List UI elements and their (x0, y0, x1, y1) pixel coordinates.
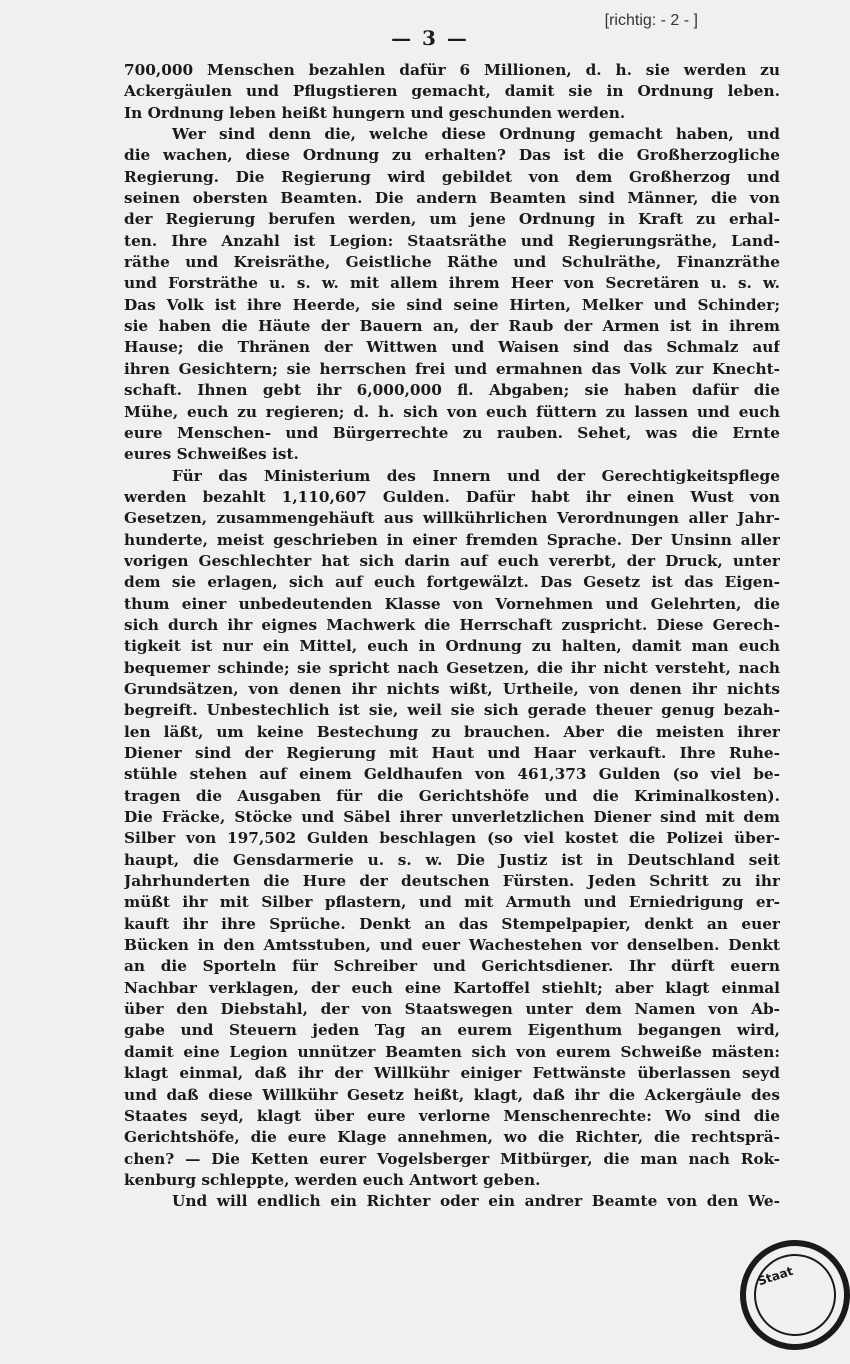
text-line: Regierung. Die Regierung wird gebildet von dem Großherzog und (124, 167, 780, 186)
text-line: thum einer unbedeutenden Klasse von Vornehmen und Gelehrten, die (124, 594, 780, 613)
text-line: hunderte, meist geschrieben in einer fremden Sprache. Der Unsinn aller (124, 530, 780, 549)
text-line: Diener sind der Regierung mit Haut und Haar verkauft. Ihre Ruhe- (124, 744, 780, 762)
text-line: Silber von 197,502 Gulden beschlagen (so viel kostet die Polizei über- (124, 829, 780, 848)
text-line: In Ordnung leben heißt hungern und geschunden werden. (124, 103, 626, 122)
text-line: müßt ihr mit Silber pflastern, und mit Armuth und Erniedrigung er- (124, 893, 780, 912)
text-line: räthe und Kreisräthe, Geistliche Räthe und Schulräthe, Finanzräthe (124, 253, 780, 272)
text-line: Mühe, euch zu regieren; d. h. sich von euch füttern zu lassen und euch (124, 402, 780, 421)
text-line: Die Fräcke, Stöcke und Säbel ihrer unverletzlichen Diener sind mit dem (124, 808, 780, 827)
text-line: Jahrhunderten die Hure der deutschen Fürsten. Jeden Schritt zu ihr (124, 872, 780, 891)
text-line: tigkeit ist nur ein Mittel, euch in Ordnung zu halten, damit man euch (124, 637, 780, 656)
text-line: Grundsätzen, von denen ihr nichts wißt, Urtheile, von denen ihr nichts (124, 679, 780, 698)
text-line: der Regierung berufen werden, um jene Ordnung in Kraft zu erhal- (124, 210, 780, 229)
text-line: Hause; die Thränen der Wittwen und Waisen sind das Schmalz auf (124, 338, 780, 357)
text-line: stühle stehen auf einem Geldhaufen von 461,373 Gulden (so viel be- (124, 765, 780, 784)
text-line: an die Sporteln für Schreiber und Gerichtsdiener. Ihr dürft euern (124, 957, 780, 976)
text-line: werden bezahlt 1,110,607 Gulden. Dafür habt ihr einen Wust von (124, 487, 780, 506)
library-stamp (726, 1226, 850, 1364)
text-line: vorigen Geschlechter hat sich darin auf euch vererbt, der Druck, unter (124, 551, 780, 570)
text-line: eures Schweißes ist. (124, 445, 299, 464)
text-line: kauft ihr ihre Sprüche. Denkt an das Stempelpapier, denkt an euer (124, 914, 780, 933)
text-line: 700,000 Menschen bezahlen dafür 6 Millionen, d. h. sie werden zu (124, 61, 780, 79)
text-line: tragen die Ausgaben für die Gerichtshöfe und die Kriminalkosten). (124, 786, 780, 805)
text-line: ten. Ihre Anzahl ist Legion: Staatsräthe und Regierungsräthe, Land- (124, 231, 780, 250)
text-line: und Forsträthe u. s. w. mit allem ihrem Heer von Secretären u. s. w. (124, 274, 780, 293)
page-correction-annotation: [richtig: - 2 - ] (604, 12, 698, 29)
stamp-inner-ring (743, 1243, 846, 1346)
text-line: Bücken in den Amtsstuben, und euer Wachestehen vor denselben. Denkt (124, 936, 780, 955)
text-line: bequemer schinde; sie spricht nach Gesetzen, die ihr nicht versteht, nach (124, 658, 780, 677)
text-line: Für das Ministerium des Innern und der Gerechtigkeitspflege (172, 466, 780, 485)
text-line: Ackergäulen und Pflugstieren gemacht, damit sie in Ordnung leben. (124, 82, 780, 101)
text-line: kenburg schleppte, werden euch Antwort geben. (124, 1170, 541, 1189)
text-line: Staates seyd, klagt über eure verlorne Menschenrechte: Wo sind die (124, 1106, 780, 1125)
text-line: len läßt, um keine Bestechung zu brauchen. Aber die meisten ihrer (124, 722, 780, 741)
body-text (124, 60, 780, 1213)
text-line: Wer sind denn die, welche diese Ordnung gemacht haben, und (172, 125, 780, 144)
text-line: Nachbar verklagen, der euch eine Kartoffel stiehlt; aber klagt einmal (124, 978, 780, 997)
text-line: Das Volk ist ihre Heerde, sie sind seine Hirten, Melker und Schinder; (124, 295, 780, 314)
text-line: sich durch ihr eignes Machwerk die Herrschaft zuspricht. Diese Gerech- (124, 615, 780, 634)
text-line: chen? — Die Ketten eurer Vogelsberger Mitbürger, die man nach Rok- (124, 1149, 780, 1168)
text-line: eure Menschen- und Bürgerrechte zu rauben. Sehet, was die Ernte (124, 423, 780, 442)
text-line: begreift. Unbestechlich ist sie, weil sie sich gerade theuer genug bezah- (124, 701, 780, 720)
text-line: gabe und Steuern jeden Tag an eurem Eigenthum begangen wird, (124, 1021, 780, 1040)
text-line: Gerichtshöfe, die eure Klage annehmen, wo die Richter, die rechtsprä- (124, 1128, 780, 1147)
text-line: damit eine Legion unnützer Beamten sich von eurem Schweiße mästen: (124, 1042, 780, 1061)
text-line: haupt, die Gensdarmerie u. s. w. Die Justiz ist in Deutschland seit (124, 850, 780, 869)
text-line: schaft. Ihnen gebt ihr 6,000,000 fl. Abgaben; sie haben dafür die (124, 381, 780, 400)
text-line: und daß diese Willkühr Gesetz heißt, klagt, daß ihr die Ackergäule des (124, 1085, 780, 1104)
text-line: klagt einmal, daß ihr der Willkühr einiger Fettwänste überlassen seyd (124, 1064, 780, 1083)
text-line: über den Diebstahl, der von Staatswegen unter dem Namen von Ab- (124, 1000, 780, 1019)
text-line: seinen obersten Beamten. Die andern Beamten sind Männer, die von (124, 189, 780, 208)
text-line: die wachen, diese Ordnung zu erhalten? Das ist die Großherzogliche (124, 146, 780, 165)
stamp-text: Staat (755, 1263, 795, 1289)
text-line: Und will endlich ein Richter oder ein andrer Beamte von den We- (172, 1192, 780, 1211)
page-number: — 3 — (391, 26, 469, 50)
text-line: ihren Gesichtern; sie herrschen frei und ermahnen das Volk zur Knecht- (124, 359, 780, 378)
text-line: Gesetzen, zusammengehäuft aus willkührlichen Verordnungen aller Jahr- (124, 509, 780, 528)
text-line: sie haben die Häute der Bauern an, der Raub der Armen ist in ihrem (124, 317, 780, 336)
text-line: dem sie erlagen, sich auf euch fortgewälzt. Das Gesetz ist das Eigen- (124, 573, 780, 592)
